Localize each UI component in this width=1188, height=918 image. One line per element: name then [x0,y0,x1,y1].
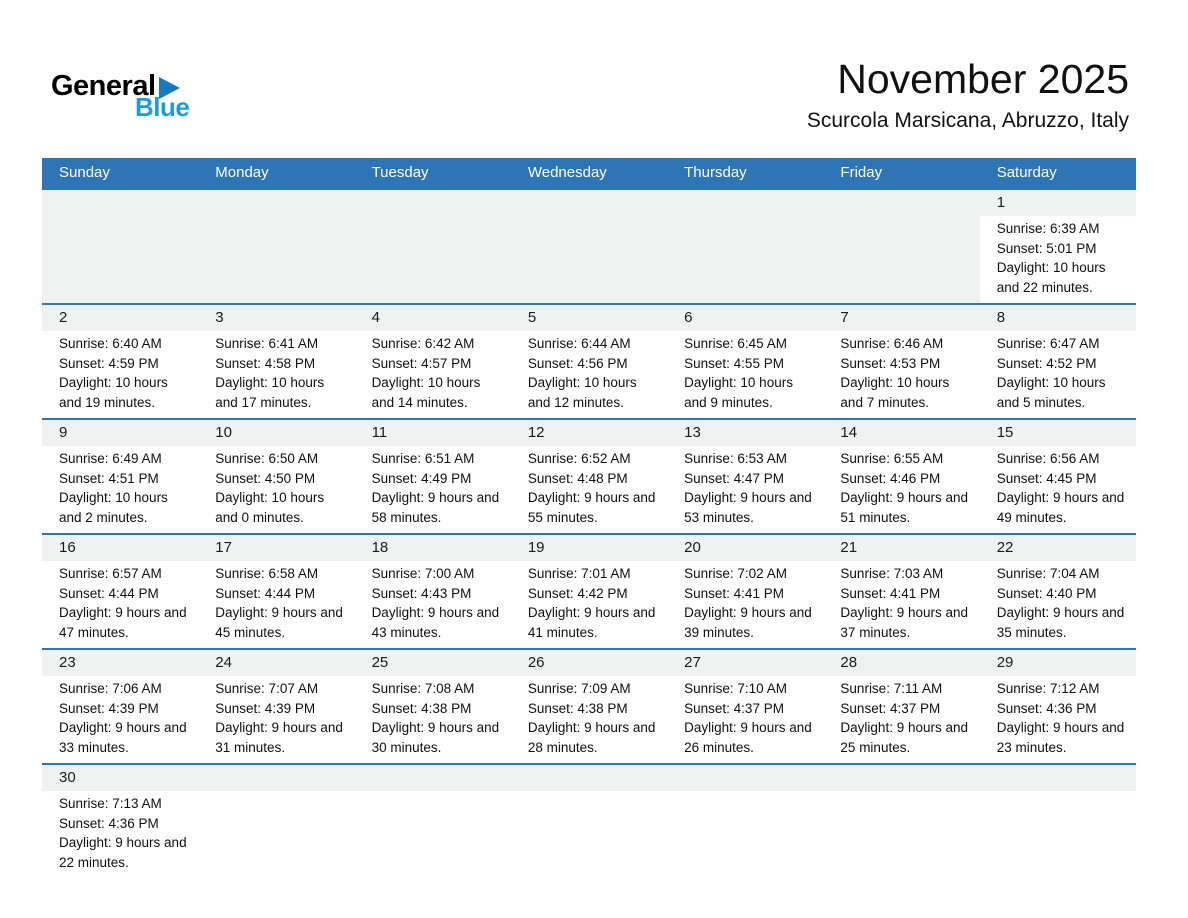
day-cell [198,650,354,763]
empty-cell [980,765,1136,918]
day-number: 17 [215,539,232,556]
day-number: 21 [840,539,858,556]
sunrise-text: Sunrise: 6:55 AM [840,451,944,466]
sunset-text: Sunset: 4:36 PM [996,700,1097,716]
day-cell [980,420,1136,533]
day-cell [42,650,198,763]
day-cell-body [980,676,1136,763]
day-cell-body [980,216,1136,303]
sunrise-text: Sunrise: 7:13 AM [59,796,162,811]
day-number: 2 [59,309,68,326]
sunset-text: Sunset: 4:51 PM [59,470,159,486]
daylight-text: Daylight: 9 hours and 58 minutes. [371,490,500,525]
day-cell [42,535,198,648]
day-cell [511,420,667,533]
daylight-text: Daylight: 9 hours and 26 minutes. [684,720,812,755]
day-cell [511,305,667,418]
sunset-text: Sunset: 4:44 PM [59,585,159,601]
sunset-text: Sunset: 4:41 PM [840,585,941,601]
sunrise-text: Sunrise: 6:50 AM [215,451,319,466]
day-cell [198,420,354,533]
day-cell-body [198,446,354,533]
day-cell-body [667,331,823,418]
sunset-text: Sunset: 4:44 PM [215,585,316,601]
empty-cell [823,765,979,918]
empty-cell [355,765,511,918]
daylight-text: Daylight: 9 hours and 39 minutes. [684,605,812,640]
daylight-text: Daylight: 9 hours and 31 minutes. [215,720,343,755]
day-cell-body [667,561,823,648]
day-cell-body [42,331,198,418]
sunrise-text: Sunrise: 7:12 AM [996,681,1100,696]
daylight-text: Daylight: 10 hours and 7 minutes. [840,375,950,410]
day-number: 19 [527,539,545,556]
day-cell-body [42,561,198,648]
sunset-text: Sunset: 4:38 PM [371,700,472,716]
sunrise-text: Sunrise: 7:01 AM [527,566,631,581]
weekday-tuesday: Tuesday [371,164,429,181]
day-cell-body [42,791,198,878]
daylight-text: Daylight: 9 hours and 37 minutes. [840,605,968,640]
sunrise-text: Sunrise: 6:52 AM [527,451,631,466]
daylight-text: Daylight: 10 hours and 2 minutes. [59,490,168,525]
sunset-text: Sunset: 4:55 PM [684,355,784,371]
empty-cell [198,765,354,918]
empty-cell [667,765,823,918]
day-number: 8 [996,309,1006,326]
day-cell [823,305,979,418]
sunrise-text: Sunrise: 7:02 AM [684,566,787,581]
sunset-text: Sunset: 4:49 PM [371,470,472,486]
day-cell-body [198,676,354,763]
week-row [42,763,1136,918]
week-row [42,188,1136,303]
daylight-text: Daylight: 9 hours and 45 minutes. [215,605,343,640]
day-cell-body [198,331,354,418]
sunrise-text: Sunrise: 7:03 AM [840,566,944,581]
weekday-thursday: Thursday [684,164,747,181]
day-number: 11 [371,424,388,441]
day-cell [980,650,1136,763]
empty-cell [198,190,354,303]
daylight-text: Daylight: 9 hours and 53 minutes. [684,490,812,525]
day-cell-body [511,561,667,648]
day-cell [823,535,979,648]
sunset-text: Sunset: 4:41 PM [684,585,784,601]
day-cell [198,535,354,648]
sunset-text: Sunset: 4:48 PM [527,470,628,486]
day-cell [511,650,667,763]
sunset-text: Sunset: 4:59 PM [59,355,159,371]
day-cell [42,420,198,533]
day-cell-body [355,676,511,763]
sunset-text: Sunset: 4:40 PM [996,585,1097,601]
day-cell-body [355,331,511,418]
sunrise-text: Sunrise: 6:41 AM [215,336,319,351]
day-cell [511,535,667,648]
day-number: 18 [371,539,389,556]
calendar-grid [42,188,1136,918]
day-cell-body [823,676,979,763]
sunset-text: Sunset: 4:46 PM [840,470,941,486]
weekday-saturday: Saturday [996,164,1057,181]
day-number: 7 [840,309,849,326]
sunrise-text: Sunrise: 6:44 AM [527,336,631,351]
empty-cell [42,190,198,303]
daylight-text: Daylight: 9 hours and 47 minutes. [59,605,187,640]
sunset-text: Sunset: 4:47 PM [684,470,784,486]
sunrise-text: Sunrise: 7:06 AM [59,681,162,696]
day-number: 27 [684,654,701,671]
daylight-text: Daylight: 10 hours and 14 minutes. [371,375,481,410]
day-cell-body [42,446,198,533]
day-cell [667,535,823,648]
sunset-text: Sunset: 4:36 PM [59,815,159,831]
sunset-text: Sunset: 4:53 PM [840,355,941,371]
generalblue-logo [51,72,189,120]
page-subtitle: Scurcola Marsicana, Abruzzo, Italy [806,109,1129,133]
sunrise-text: Sunrise: 6:49 AM [59,451,162,466]
sunset-text: Sunset: 5:01 PM [996,240,1097,256]
daylight-text: Daylight: 9 hours and 43 minutes. [371,605,500,640]
day-cell-body [823,331,979,418]
daylight-text: Daylight: 10 hours and 12 minutes. [527,375,637,410]
day-number: 29 [996,654,1014,671]
daylight-text: Daylight: 9 hours and 25 minutes. [840,720,968,755]
day-number: 9 [59,424,68,441]
day-number: 30 [59,769,76,786]
day-cell [667,650,823,763]
sunrise-text: Sunrise: 7:00 AM [371,566,475,581]
day-cell [355,305,511,418]
sunset-text: Sunset: 4:50 PM [215,470,316,486]
sunset-text: Sunset: 4:58 PM [215,355,316,371]
sunrise-text: Sunrise: 6:57 AM [59,566,162,581]
day-cell [42,765,198,918]
empty-cell [355,190,511,303]
daylight-text: Daylight: 9 hours and 23 minutes. [996,720,1125,755]
page-header [0,0,1188,158]
sunrise-text: Sunrise: 7:11 AM [840,681,943,696]
day-cell [355,535,511,648]
day-cell [355,420,511,533]
day-number: 10 [215,424,232,441]
daylight-text: Daylight: 9 hours and 35 minutes. [996,605,1125,640]
sunset-text: Sunset: 4:38 PM [527,700,628,716]
sunset-text: Sunset: 4:39 PM [215,700,316,716]
sunrise-text: Sunrise: 6:58 AM [215,566,319,581]
daylight-text: Daylight: 10 hours and 0 minutes. [215,490,325,525]
sunrise-text: Sunrise: 7:10 AM [684,681,787,696]
day-number: 22 [996,539,1014,556]
day-number: 4 [371,309,380,326]
day-cell [42,305,198,418]
sunrise-text: Sunrise: 6:51 AM [371,451,475,466]
daylight-text: Daylight: 9 hours and 49 minutes. [996,490,1125,525]
title-block [807,56,1129,133]
daylight-text: Daylight: 9 hours and 33 minutes. [59,720,187,755]
day-cell-body [355,561,511,648]
day-number: 14 [840,424,858,441]
daylight-text: Daylight: 9 hours and 55 minutes. [527,490,656,525]
week-row [42,533,1136,648]
weekday-wednesday: Wednesday [527,164,607,181]
sunrise-text: Sunrise: 6:42 AM [371,336,475,351]
day-number: 16 [59,539,76,556]
daylight-text: Daylight: 9 hours and 41 minutes. [527,605,656,640]
sunrise-text: Sunrise: 6:45 AM [684,336,787,351]
day-number: 26 [527,654,545,671]
sunrise-text: Sunrise: 7:07 AM [215,681,319,696]
sunset-text: Sunset: 4:52 PM [996,355,1097,371]
day-number: 20 [684,539,701,556]
calendar [42,158,1136,918]
day-cell-body [667,446,823,533]
daylight-text: Daylight: 9 hours and 22 minutes. [59,835,187,870]
day-cell [823,650,979,763]
week-row [42,648,1136,763]
day-number: 1 [996,194,1006,211]
weekday-header-row [42,158,1136,188]
sunrise-text: Sunrise: 6:53 AM [684,451,787,466]
sunset-text: Sunset: 4:45 PM [996,470,1097,486]
day-cell-body [667,676,823,763]
page-title: November 2025 [837,56,1129,102]
day-cell-body [355,446,511,533]
week-row [42,418,1136,533]
sunrise-text: Sunrise: 6:56 AM [996,451,1100,466]
sunset-text: Sunset: 4:43 PM [371,585,472,601]
sunset-text: Sunset: 4:57 PM [371,355,472,371]
day-cell-body [511,331,667,418]
daylight-text: Daylight: 9 hours and 28 minutes. [527,720,656,755]
day-number: 24 [215,654,232,671]
day-cell [667,420,823,533]
daylight-text: Daylight: 10 hours and 5 minutes. [996,375,1106,410]
sunrise-text: Sunrise: 7:09 AM [527,681,631,696]
day-cell-body [42,676,198,763]
day-cell-body [980,561,1136,648]
day-cell-body [198,561,354,648]
sunset-text: Sunset: 4:37 PM [684,700,784,716]
sunset-text: Sunset: 4:37 PM [840,700,941,716]
sunrise-text: Sunrise: 6:39 AM [996,221,1100,236]
daylight-text: Daylight: 9 hours and 30 minutes. [371,720,500,755]
sunset-text: Sunset: 4:39 PM [59,700,159,716]
day-cell [980,535,1136,648]
day-number: 28 [840,654,858,671]
empty-cell [667,190,823,303]
sunrise-text: Sunrise: 6:47 AM [996,336,1100,351]
day-number: 15 [996,424,1014,441]
sunrise-text: Sunrise: 7:08 AM [371,681,475,696]
day-cell [823,420,979,533]
daylight-text: Daylight: 10 hours and 19 minutes. [59,375,168,410]
daylight-text: Daylight: 9 hours and 51 minutes. [840,490,968,525]
week-row [42,303,1136,418]
daylight-text: Daylight: 10 hours and 17 minutes. [215,375,325,410]
day-cell-body [823,446,979,533]
sunrise-text: Sunrise: 7:04 AM [996,566,1100,581]
day-number: 13 [684,424,701,441]
day-cell [198,305,354,418]
empty-cell [511,190,667,303]
logo-text-blue: Blue [135,92,190,122]
sunset-text: Sunset: 4:42 PM [527,585,628,601]
day-cell-body [511,676,667,763]
day-number: 6 [684,309,693,326]
logo-text-general: General [51,70,156,102]
weekday-monday: Monday [215,164,269,181]
day-number: 3 [215,309,224,326]
day-cell-body [980,446,1136,533]
day-cell-body [511,446,667,533]
sunrise-text: Sunrise: 6:40 AM [59,336,162,351]
day-number: 23 [59,654,76,671]
daylight-text: Daylight: 10 hours and 9 minutes. [684,375,793,410]
sunset-text: Sunset: 4:56 PM [527,355,628,371]
day-cell-body [823,561,979,648]
empty-cell [823,190,979,303]
day-cell [667,305,823,418]
day-number: 25 [371,654,389,671]
day-number: 5 [527,309,537,326]
empty-cell [511,765,667,918]
day-cell-body [980,331,1136,418]
weekday-friday: Friday [840,164,883,181]
day-cell [355,650,511,763]
daylight-text: Daylight: 10 hours and 22 minutes. [996,260,1106,295]
weekday-sunday: Sunday [59,164,110,181]
day-number: 12 [527,424,545,441]
sunrise-text: Sunrise: 6:46 AM [840,336,944,351]
day-cell [980,190,1136,303]
day-cell [980,305,1136,418]
